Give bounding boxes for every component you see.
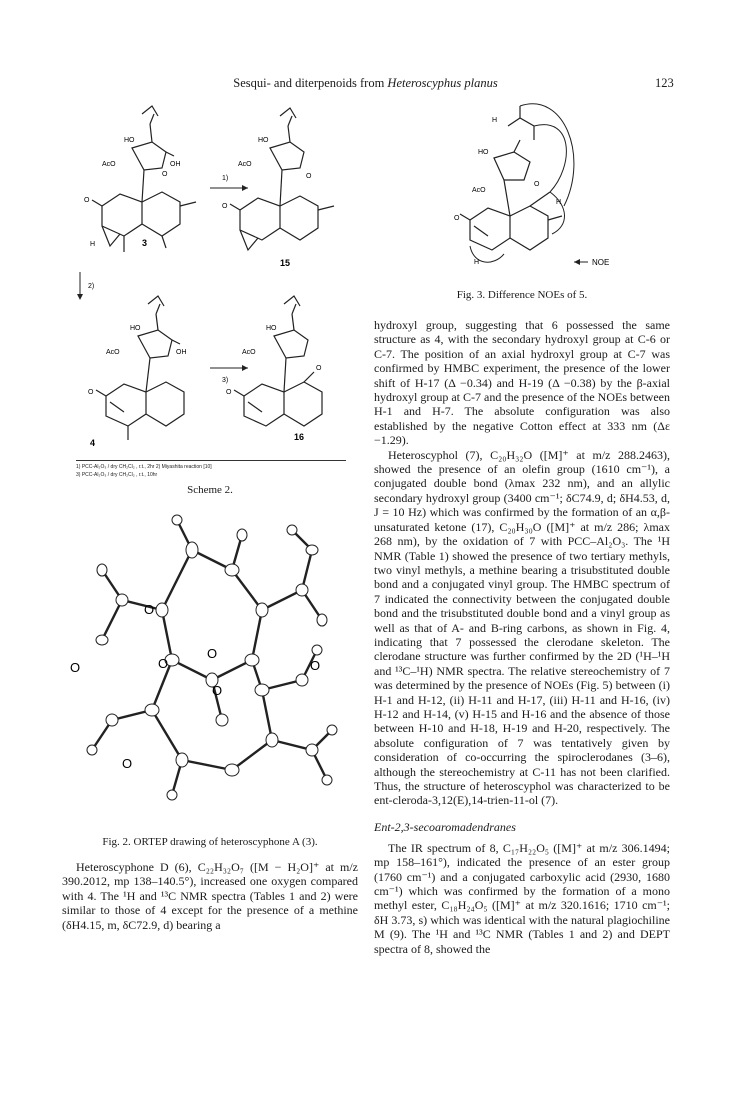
scheme-2-footnote-line-2: 3) PCC-Al₂O₃ / dry CH₂Cl₂ , r.t., 10hr	[76, 472, 158, 478]
scheme-16-ho: HO	[266, 325, 277, 332]
ortep-o-6: O	[212, 683, 223, 698]
scheme-15-ketone-o: O	[222, 203, 228, 210]
ortep-o-7: O	[122, 756, 133, 771]
scheme-2-footnote	[76, 460, 346, 479]
figure-3	[374, 96, 670, 308]
running-header-species: Heteroscyphus planus	[387, 76, 498, 90]
scheme-4-aco: AcO	[106, 349, 120, 356]
scheme-arrow-3-label: 3)	[222, 377, 229, 384]
figure-2-ortep	[62, 510, 358, 810]
scheme-structure-16	[234, 296, 322, 426]
figure-3-h-bottom: H	[474, 259, 480, 266]
paragraph-heteroscyphol: Heteroscyphol (7), C₂₀H₃₂O ([M]⁺ at m/z 288.2463), showed the presence of an olefin group (1610 cm⁻¹), a conjugated double bond (λmax 232 nm), and an allylic secondary hydroxyl group (3400 cm⁻¹; δC74.9, d; δH4.53, d, J = 10 Hz) which was confirmed by the formation of an α,β-unsaturated ketone (17), C₂₀H₃₀O ([M]⁺ at m/z 286; λmax 268 nm), by the oxidation of 7 with PCC–Al₂O₃. The ¹H NMR (Table 1) showed the presence of two tertiary methyls, two vinyl methyls, a methine bearing a trisubstituted double bond and a conjugated vinyl group. The HMBC spectrum of 7 indicated the connectivity between the conjugated double bond and the trisubstituted double bond and a vinyl group as well as that of A- and B-ring carbons, as shown in Fig. 4, indicating that 7 possessed the clerodane skeleton. The clerodane structure was further confirmed by the 2D (¹H–¹H and ¹³C–¹H) NMR spectra. The relative stereochemistry of 7 was determined by the presence of NOEs (Fig. 5) between (i) H-1 and H-12, (ii) H-11 and H-17, (iii) H-11 and H-16, (iv) H-12 and H-14, (v) H-15 and H-16 and the absence of those between H-10 and H-18, H-19 and H-20, respectively. The absolute configuration of 7 was tentatively given by consideration of co-occurring the spiroclerodanes (3–6), although the stereochemistry at C-11 has not been clarified. Thus, the structure of heteroscyphol was characterized to be ent-cleroda-3,12(E),14-trien-11-ol (7).	[374, 447, 670, 808]
scheme-arrow-2-label: 2)	[88, 283, 95, 290]
scheme-3-o: O	[162, 171, 168, 178]
scheme-16-ketone-o: O	[226, 389, 232, 396]
figure-2-caption: Fig. 2. ORTEP drawing of heteroscyphone A (3).	[102, 836, 318, 848]
compound-label-16: 16	[294, 432, 305, 442]
scheme-structure-4	[96, 296, 184, 440]
figure-3-caption: Fig. 3. Difference NOEs of 5.	[456, 289, 588, 301]
running-header	[0, 76, 731, 91]
figure-3-aco: AcO	[472, 187, 486, 194]
scheme-15-aco: AcO	[238, 161, 252, 168]
page-number: 123	[655, 76, 674, 90]
scheme-structure-15	[230, 108, 334, 250]
scheme-16-o: O	[316, 365, 322, 372]
ortep-o-3: O	[207, 646, 218, 661]
compound-label-15: 15	[280, 258, 291, 268]
compound-label-3: 3	[142, 238, 148, 248]
scheme-structure-3	[92, 106, 196, 252]
figure-3-h-top: H	[492, 117, 498, 124]
section-heading-secoaromadendranes: Ent-2,3-secoaromadendranes	[374, 819, 516, 834]
scheme-15-o: O	[306, 173, 312, 180]
right-column-text	[374, 318, 670, 956]
figure-3-h-right: H	[556, 199, 562, 206]
scheme-arrow-1-label: 1)	[222, 175, 229, 182]
figure-3-legend: NOE	[592, 258, 610, 267]
compound-label-4: 4	[90, 438, 96, 448]
ortep-o-1: O	[144, 602, 155, 617]
figure-3-drawing	[374, 96, 670, 276]
paragraph-6-structure: hydroxyl group, suggesting that 6 possessed the same structure as 4, with the secondary hydroxyl group at C-6 or C-7. The position of an axial hydroxyl group at C-7 was confirmed by HMBC experiment, the presence of the lower shift of H-17 (Δ −0.34) and H-19 (Δ −0.38) by the β-axial hydroxyl group at C-7 and the presence of the NOEs between H-1 and H-7. The absolute configuration was also established by the negative Cotton effect at 333 nm (Δε −1.29).	[374, 318, 670, 448]
scheme-2-footnote-line-1: 1) PCC-Al₂O₃ / dry CH₂Cl₂ , r.t., 2hr 2) Miyashita reaction [10]	[76, 464, 212, 470]
scheme-2-drawing	[62, 96, 358, 482]
scheme-16-aco: AcO	[242, 349, 256, 356]
ortep-o-2: O	[158, 656, 169, 671]
ortep-o-5: O	[70, 660, 81, 675]
running-header-prefix: Sesqui- and diterpenoids from	[233, 76, 385, 90]
paragraph-compound-8: The IR spectrum of 8, C₁₇H₂₂O₅ ([M]⁺ at m/z 306.1494; mp 158–161°), indicated the presence of an ester group (1760 cm⁻¹) and a conjugated carboxylic acid (2930, 1680 cm⁻¹) which was confirmed by the formation of a mono methyl ester, C₁₈H₂₄O₅ ([M]⁺ at m/z 320.1616; 1710 cm⁻¹; δH 3.73, s) which was identical with the natural plagiochiline M (9). The ¹H and ¹³C NMR (Tables 1 and 2) and DEPT spectra of 8, showed the	[374, 840, 670, 956]
scheme-2	[62, 96, 358, 482]
figure-3-o-lactone: O	[534, 181, 540, 188]
scheme-15-ho: HO	[258, 137, 269, 144]
figure-2	[62, 510, 358, 830]
scheme-3-oh: OH	[170, 161, 181, 168]
scheme-3-ketone-o: O	[84, 197, 90, 204]
figure-3-o: O	[454, 215, 460, 222]
scheme-3-h: H	[90, 241, 96, 248]
ortep-o-4: O	[310, 658, 321, 673]
left-column-text	[62, 860, 358, 932]
paragraph-heteroscyphone-d: Heteroscyphone D (6), C₂₂H₃₂O₇ ([M − H₂O]⁺ at m/z 390.2012, mp 138–140.5°), increased one oxygen compared with 4. The ¹H and ¹³C NMR spectra (Tables 1 and 2) were similar to those of 4 except for the presence of a methine (δH4.15, m, δC72.9, d) bearing a	[62, 860, 358, 932]
scheme-4-ketone-o: O	[88, 389, 94, 396]
scheme-4-oh: OH	[176, 349, 187, 356]
figure-3-ho: HO	[478, 149, 489, 156]
scheme-4-ho: HO	[130, 325, 141, 332]
scheme-3-aco: AcO	[102, 161, 116, 168]
scheme-2-caption: Scheme 2.	[187, 484, 233, 496]
scheme-3-ho: HO	[124, 137, 135, 144]
